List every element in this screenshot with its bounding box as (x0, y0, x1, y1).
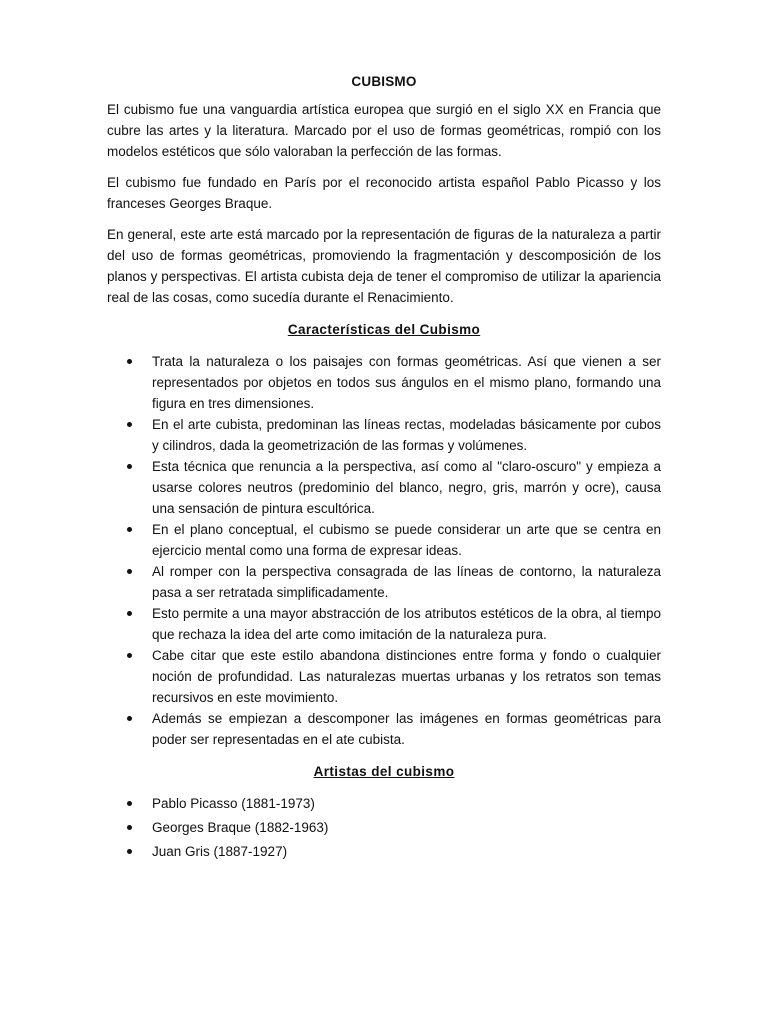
artist-name: Pablo Picasso (1881-1973) (152, 796, 315, 811)
list-item-text: Además se empiezan a descomponer las imágenes en formas geométricas para poder ser representadas en el ate cubista. (152, 711, 661, 747)
list-item (107, 645, 661, 708)
list-item (107, 456, 661, 519)
bullet-icon (127, 849, 132, 854)
bullet-icon (127, 611, 132, 616)
bullet-icon (127, 422, 132, 427)
artist-name: Juan Gris (1887-1927) (152, 844, 288, 859)
list-item-text: Esta técnica que renuncia a la perspectiva, así como al "claro-oscuro" y empieza a usarse colores neutros (predominio del blanco, negro, gris, marrón y ocre), causa una sensación de pintura escultórica. (152, 459, 661, 516)
list-item-text: En el arte cubista, predominan las líneas rectas, modeladas básicamente por cubos y cilindros, dada la geometrización de las formas y volúmenes. (152, 417, 661, 453)
characteristics-heading: Características del Cubismo (287, 322, 481, 337)
bullet-icon (127, 801, 132, 806)
list-item (107, 561, 661, 603)
bullet-icon (127, 464, 132, 469)
bullet-icon (127, 359, 132, 364)
list-item-text: Al romper con la perspectiva consagrada de las líneas de contorno, la naturaleza pasa a ser retratada simplificadamente. (152, 564, 661, 600)
document-page (107, 74, 661, 865)
characteristics-list (107, 351, 661, 750)
bullet-icon (127, 653, 132, 658)
list-item-text: En el plano conceptual, el cubismo se puede considerar un arte que se centra en ejercicio mental como una forma de expresar ideas. (152, 522, 661, 558)
artist-name: Georges Braque (1882-1963) (152, 820, 329, 835)
paragraph-intro: El cubismo fue una vanguardia artística europea que surgió en el siglo XX en Francia que cubre las artes y la literatura. Marcado por el uso de formas geométricas, rompió con los modelos estéticos que sólo valoraban la perfección de las formas. (107, 102, 661, 159)
paragraph-founders: El cubismo fue fundado en París por el reconocido artista español Pablo Picasso y los franceses Georges Braque. (107, 175, 661, 211)
document-title: CUBISMO (351, 74, 417, 89)
list-item-text: Trata la naturaleza o los paisajes con formas geométricas. Así que vienen a ser representados por objetos en todos sus ángulos en el mismo plano, formando una figura en tres dimensiones. (152, 354, 661, 411)
artists-list (107, 793, 661, 862)
list-item (107, 793, 661, 814)
paragraph-general: En general, este arte está marcado por la representación de figuras de la naturaleza a partir del uso de formas geométricas, promoviendo la fragmentación y descomposición de los planos y perspectivas. El artista cubista deja de tener el compromiso de utilizar la apariencia real de las cosas, como sucedía durante el Renacimiento. (107, 227, 661, 305)
list-item (107, 603, 661, 645)
list-item (107, 841, 661, 862)
artists-heading: Artistas del cubismo (313, 764, 455, 779)
list-item (107, 519, 661, 561)
list-item-text: Cabe citar que este estilo abandona distinciones entre forma y fondo o cualquier noción de profundidad. Las naturalezas muertas urbanas y los retratos son temas recursivos en este movimiento. (152, 648, 661, 705)
bullet-icon (127, 527, 132, 532)
list-item (107, 708, 661, 750)
list-item (107, 414, 661, 456)
bullet-icon (127, 716, 132, 721)
bullet-icon (127, 825, 132, 830)
list-item (107, 351, 661, 414)
bullet-icon (127, 569, 132, 574)
list-item (107, 817, 661, 838)
list-item-text: Esto permite a una mayor abstracción de los atributos estéticos de la obra, al tiempo que rechaza la idea del arte como imitación de la naturaleza pura. (152, 606, 661, 642)
